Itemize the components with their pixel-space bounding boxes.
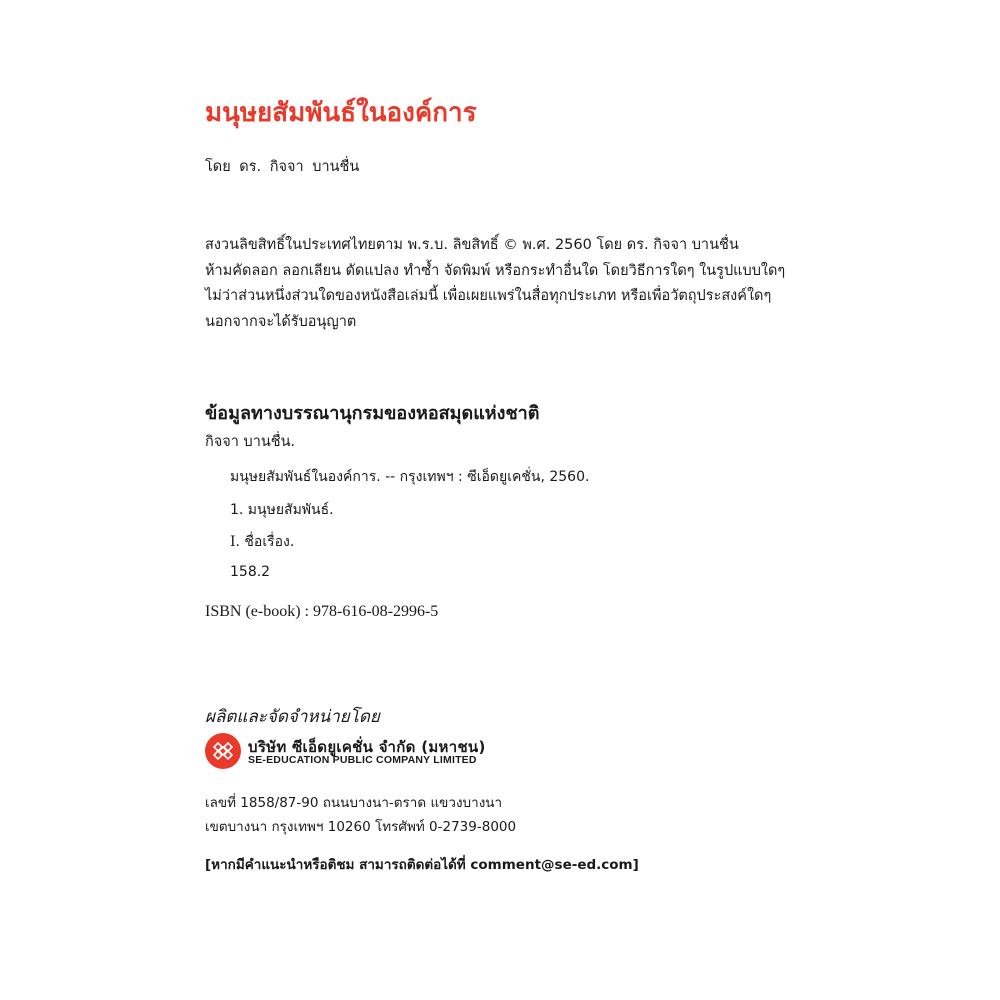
address-line: เขตบางนา กรุงเทพฯ 10260 โทรศัพท์ 0-2739-8000 <box>205 819 517 835</box>
distributed-by-label: ผลิตและจัดจำหน่ายโดย <box>205 707 380 727</box>
copyright-notice <box>205 233 805 335</box>
book-title: มนุษยสัมพันธ์ในองค์การ <box>205 98 477 128</box>
company-name-english: SE-EDUCATION PUBLIC COMPANY LIMITED <box>248 754 477 766</box>
cip-title-entry: I. ชื่อเรื่อง. <box>230 534 295 550</box>
cip-author: กิจจา บานชื่น. <box>205 434 296 450</box>
author-line: โดย ดร. กิจจา บานชื่น <box>205 159 360 175</box>
company-name-thai: บริษัท ซีเอ็ดยูเคชั่น จำกัด (มหาชน) <box>248 738 486 756</box>
copyright-line: ห้ามคัดลอก ลอกเลียน ดัดแปลง ทำซ้ำ จัดพิมพ์ หรือกระทำอื่นใด โดยวิธีการใดๆ ในรูปแบบใดๆ <box>205 262 786 279</box>
contact-note: [หากมีคำแนะนำหรือติชม สามารถติดต่อได้ที่ comment@se-ed.com] <box>205 857 639 873</box>
cip-title-line: มนุษยสัมพันธ์ในองค์การ. -- กรุงเทพฯ : ซีเอ็ดยูเคชั่น, 2560. <box>230 469 590 485</box>
cip-heading: ข้อมูลทางบรรณานุกรมของหอสมุดแห่งชาติ <box>205 403 540 424</box>
cip-subject: 1. มนุษยสัมพันธ์. <box>230 502 334 518</box>
se-ed-logo-icon <box>205 733 241 769</box>
isbn: ISBN (e-book) : 978-616-08-2996-5 <box>205 603 439 620</box>
copyright-line: สงวนลิขสิทธิ์ในประเทศไทยตาม พ.ร.บ. ลิขสิทธิ์ © พ.ศ. 2560 โดย ดร. กิจจา บานชื่น <box>205 237 739 253</box>
cip-classification: 158.2 <box>230 564 271 580</box>
publisher-address <box>205 791 516 839</box>
address-line: เลขที่ 1858/87-90 ถนนบางนา-ตราด แขวงบางนา <box>205 795 503 811</box>
copyright-line: ไม่ว่าส่วนหนึ่งส่วนใดของหนังสือเล่มนี้ เพื่อเผยแพร่ในสื่อทุกประเภท หรือเพื่อวัตถุประสงค์ใดๆ <box>205 288 772 304</box>
copyright-line: นอกจากจะได้รับอนุญาต <box>205 313 357 330</box>
